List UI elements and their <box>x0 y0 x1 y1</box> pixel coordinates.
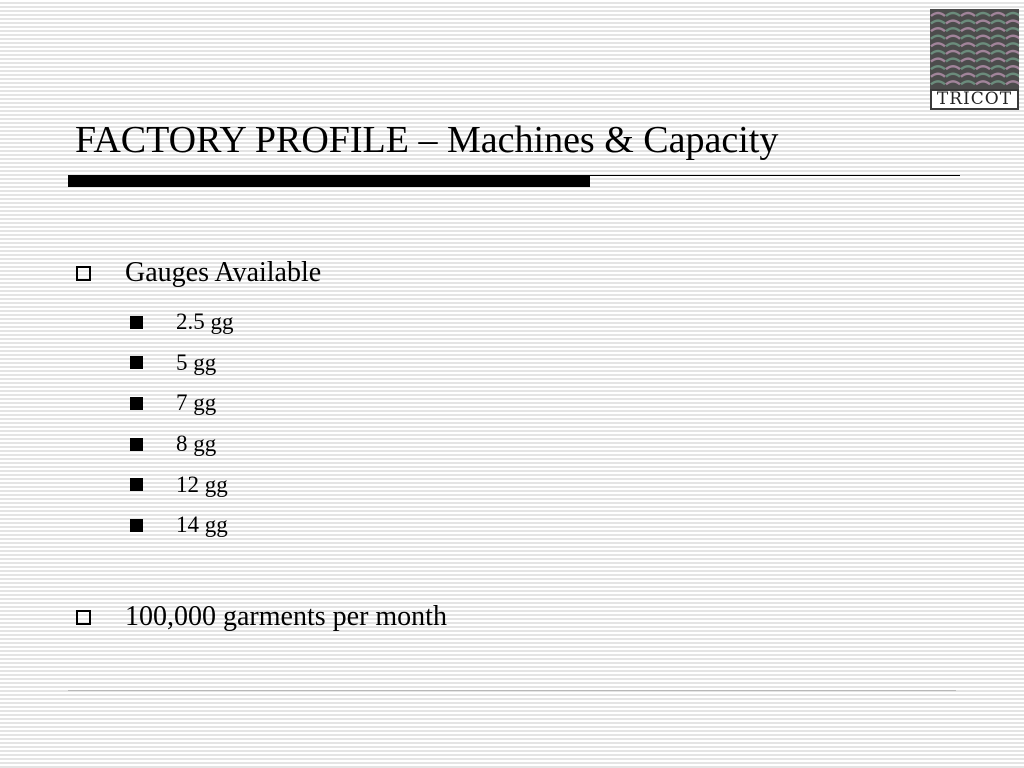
bullet-text: 100,000 garments per month <box>125 601 447 632</box>
gauge-label: 14 gg <box>176 512 228 538</box>
hollow-square-bullet-icon <box>76 266 91 281</box>
knit-pattern-icon <box>930 9 1019 89</box>
filled-square-bullet-icon <box>130 478 143 491</box>
gauge-label: 2.5 gg <box>176 309 234 335</box>
gauge-item <box>130 383 234 424</box>
filled-square-bullet-icon <box>130 316 143 329</box>
gauge-label: 12 gg <box>176 471 228 497</box>
gauge-item <box>130 302 234 343</box>
gauge-item <box>130 464 234 505</box>
filled-square-bullet-icon <box>130 397 143 410</box>
bullet-gauges-available <box>76 257 321 289</box>
bullet-capacity <box>76 601 447 633</box>
bullet-text: Gauges Available <box>125 257 322 288</box>
gauge-label: 8 gg <box>176 431 217 457</box>
filled-square-bullet-icon <box>130 438 143 451</box>
footer-rule <box>68 690 956 691</box>
gauge-item <box>130 343 234 384</box>
gauge-list <box>130 302 234 546</box>
title-rule-thick <box>68 175 590 187</box>
filled-square-bullet-icon <box>130 356 143 369</box>
gauge-label: 7 gg <box>176 390 217 416</box>
tricot-logo <box>930 9 1019 110</box>
slide-title: FACTORY PROFILE – Machines & Capacity <box>75 119 779 161</box>
gauge-label: 5 gg <box>176 349 217 375</box>
hollow-square-bullet-icon <box>76 610 91 625</box>
title-rule-thin <box>590 175 960 176</box>
gauge-item <box>130 505 234 546</box>
logo-label: TRICOT <box>930 89 1019 110</box>
filled-square-bullet-icon <box>130 519 143 532</box>
gauge-item <box>130 424 234 465</box>
